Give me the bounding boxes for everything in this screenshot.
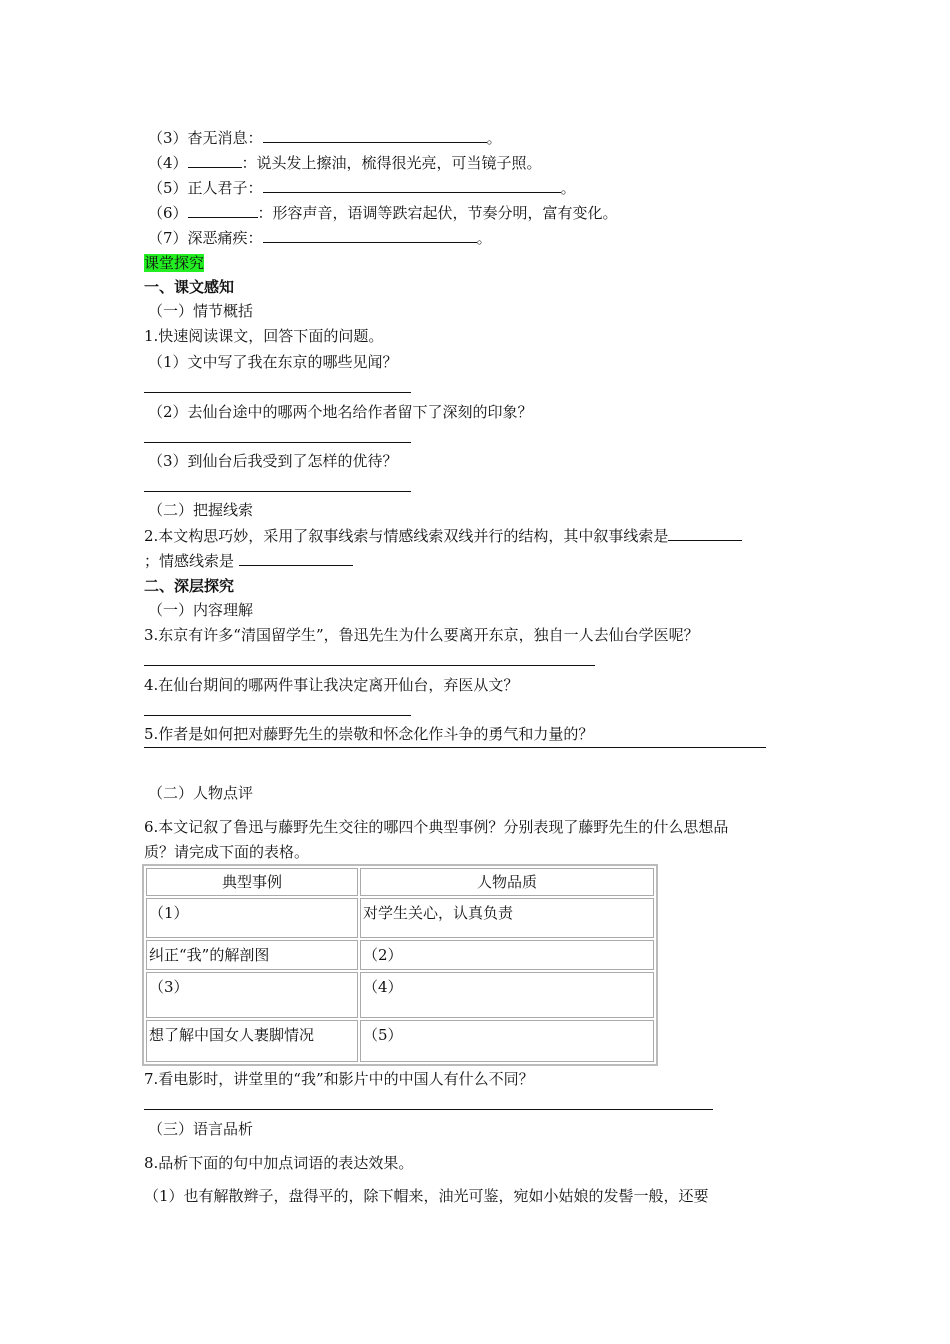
- answer-line[interactable]: [144, 392, 411, 393]
- answer-line[interactable]: [144, 491, 411, 492]
- question-8-1: （1）也有解散辫子，盘得平的，除下帽来，油光可鉴，宛如小姑娘的发髻一般，还要: [144, 1187, 709, 1205]
- vocab-term: 杳无消息：: [187, 129, 263, 147]
- part2-sub2: （二）人物点评: [148, 784, 254, 802]
- answer-blank[interactable]: [668, 526, 742, 541]
- answer-line[interactable]: [144, 1109, 713, 1110]
- question-2-text: ；情感线索是: [144, 552, 235, 570]
- vocab-suffix: 。: [560, 179, 576, 197]
- section-heading-classroom: [144, 253, 204, 273]
- table-row: [146, 972, 654, 1018]
- answer-line[interactable]: [144, 665, 595, 666]
- question-1-1: （1）文中写了我在东京的哪些见闻？: [148, 353, 398, 371]
- vocab-term: 深恶痛疾：: [187, 229, 263, 247]
- table-header-row: [146, 868, 654, 896]
- table-row: [146, 1020, 654, 1062]
- table-row: [146, 940, 654, 970]
- answer-line[interactable]: [144, 747, 766, 748]
- vocab-number: （6）: [148, 204, 188, 222]
- vocab-definition: ：形容声音，语调等跌宕起伏，节奏分明，富有变化。: [257, 204, 618, 222]
- vocab-suffix: 。: [486, 129, 502, 147]
- part2-sub1: （一）内容理解: [148, 601, 254, 619]
- question-1-2: （2）去仙台途中的哪两个地名给作者留下了深刻的印象？: [148, 403, 533, 421]
- answer-blank[interactable]: [188, 203, 258, 218]
- question-5: 5.作者是如何把对藤野先生的崇敬和怀念化作斗争的勇气和力量的？: [144, 725, 594, 743]
- answer-line[interactable]: [144, 715, 411, 716]
- answer-blank[interactable]: [239, 551, 353, 566]
- vocab-item-7: [148, 228, 492, 248]
- question-7: 7.看电影时，讲堂里的“我”和影片中的中国人有什么不同？: [144, 1070, 534, 1088]
- part1-title: 一、课文感知: [144, 278, 235, 296]
- part2-title: 二、深层探究: [144, 577, 235, 595]
- question-6-line2: 质？请完成下面的表格。: [144, 843, 310, 861]
- part1-sub2: （二）把握线索: [148, 501, 254, 519]
- answer-line[interactable]: [144, 442, 411, 443]
- vocab-number: （3）: [148, 129, 188, 147]
- table-header: 典型事例: [146, 868, 358, 896]
- question-6-line1: 6.本文记叙了鲁迅与藤野先生交往的哪四个典型事例？分别表现了藤野先生的什么思想品: [144, 818, 729, 836]
- table-cell[interactable]: （3）: [146, 972, 358, 1018]
- table-cell[interactable]: （2）: [360, 940, 654, 970]
- answer-blank[interactable]: [263, 178, 561, 193]
- question-2-text: 2.本文构思巧妙，采用了叙事线索与情感线索双线并行的结构，其中叙事线索是: [144, 527, 669, 545]
- vocab-number: （5）: [148, 179, 188, 197]
- part1-sub1: （一）情节概括: [148, 302, 254, 320]
- qualities-table: [142, 864, 658, 1066]
- answer-blank[interactable]: [188, 153, 242, 168]
- table-cell[interactable]: 想了解中国女人裹脚情况: [146, 1020, 358, 1062]
- part2-sub3: （三）语言品析: [148, 1120, 254, 1138]
- question-1: 1.快速阅读课文，回答下面的问题。: [144, 327, 384, 345]
- vocab-number: （4）: [148, 154, 188, 172]
- vocab-definition: ：说头发上擦油，梳得很光亮，可当镜子照。: [241, 154, 542, 172]
- table-cell[interactable]: 对学生关心，认真负责: [360, 898, 654, 938]
- vocab-suffix: 。: [476, 229, 492, 247]
- table-cell[interactable]: 纠正“我”的解剖图: [146, 940, 358, 970]
- answer-blank[interactable]: [263, 128, 487, 143]
- table-cell[interactable]: （4）: [360, 972, 654, 1018]
- question-2-continued: [144, 551, 353, 571]
- vocab-item-5: [148, 178, 576, 198]
- answer-blank[interactable]: [263, 228, 477, 243]
- vocab-item-3: [148, 128, 502, 148]
- vocab-item-4: [148, 153, 542, 173]
- table-cell[interactable]: （5）: [360, 1020, 654, 1062]
- table-row: [146, 898, 654, 938]
- question-8: 8.品析下面的句中加点词语的表达效果。: [144, 1154, 414, 1172]
- question-3: 3.东京有许多“清国留学生”，鲁迅先生为什么要离开东京，独自一人去仙台学医呢？: [144, 626, 699, 644]
- question-2: [144, 526, 742, 546]
- question-1-3: （3）到仙台后我受到了怎样的优待？: [148, 452, 398, 470]
- table-header: 人物品质: [360, 868, 654, 896]
- vocab-term: 正人君子：: [187, 179, 263, 197]
- table-cell[interactable]: （1）: [146, 898, 358, 938]
- section-heading-text: 课堂探究: [144, 254, 205, 272]
- vocab-number: （7）: [148, 229, 188, 247]
- question-4: 4.在仙台期间的哪两件事让我决定离开仙台，弃医从文？: [144, 676, 519, 694]
- vocab-item-6: [148, 203, 618, 223]
